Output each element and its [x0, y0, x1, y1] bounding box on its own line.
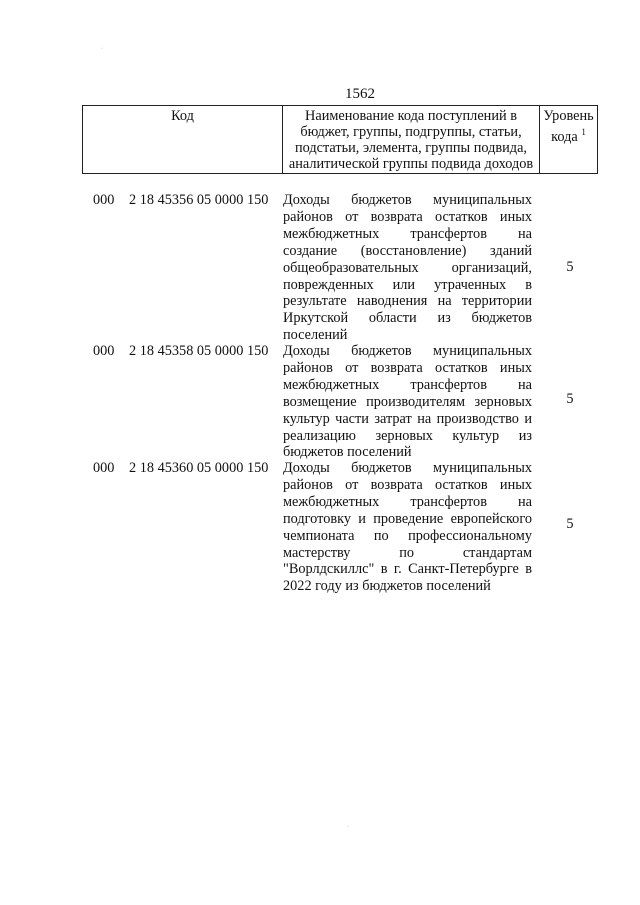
code-level: 5 — [566, 391, 574, 407]
header-level-label: Уровень кода — [543, 108, 594, 145]
code-level: 5 — [566, 516, 574, 532]
revenue-code: 2 18 45358 05 0000 150 — [129, 343, 269, 359]
header-level-footnote: 1 — [581, 127, 586, 137]
revenue-description: Доходы бюджетов муниципальных районов от возврата остатков иных межбюджетных трансфертов на создание (восстановление) зданий общеобразовательных организаций, поврежденных или утраченных в результате наводнения на территории Иркутской области из бюджетов поселений — [283, 192, 532, 344]
header-code: Код — [83, 106, 283, 173]
page-number: 1562 — [345, 86, 375, 102]
revenue-description: Доходы бюджетов муниципальных районов от возврата остатков иных межбюджетных трансфертов на подготовку и проведение европейского чемпионата по профессиональному мастерству по стандартам "Ворлдскиллс" в г. Санкт-Петербурге в 2022 году из бюджетов поселений — [283, 460, 532, 595]
admin-code: 000 — [93, 192, 115, 208]
revenue-description: Доходы бюджетов муниципальных районов от возврата остатков иных межбюджетных трансфертов на возмещение производителям зерновых культур части затрат на производство и реализацию зерновых культур из бюджетов поселений — [283, 343, 532, 461]
revenue-code: 2 18 45356 05 0000 150 — [129, 192, 269, 208]
revenue-code: 2 18 45360 05 0000 150 — [129, 460, 269, 476]
admin-code: 000 — [93, 343, 115, 359]
code-level: 5 — [566, 259, 574, 275]
scan-speck: · — [101, 46, 103, 52]
scan-speck: · — [347, 824, 349, 830]
header-level — [540, 106, 597, 173]
table-header — [82, 105, 598, 174]
admin-code: 000 — [93, 460, 115, 476]
header-name: Наименование кода поступлений в бюджет, группы, подгруппы, статьи, подстатьи, элемента, группы подвида, аналитической группы подвида доходов — [283, 106, 540, 173]
